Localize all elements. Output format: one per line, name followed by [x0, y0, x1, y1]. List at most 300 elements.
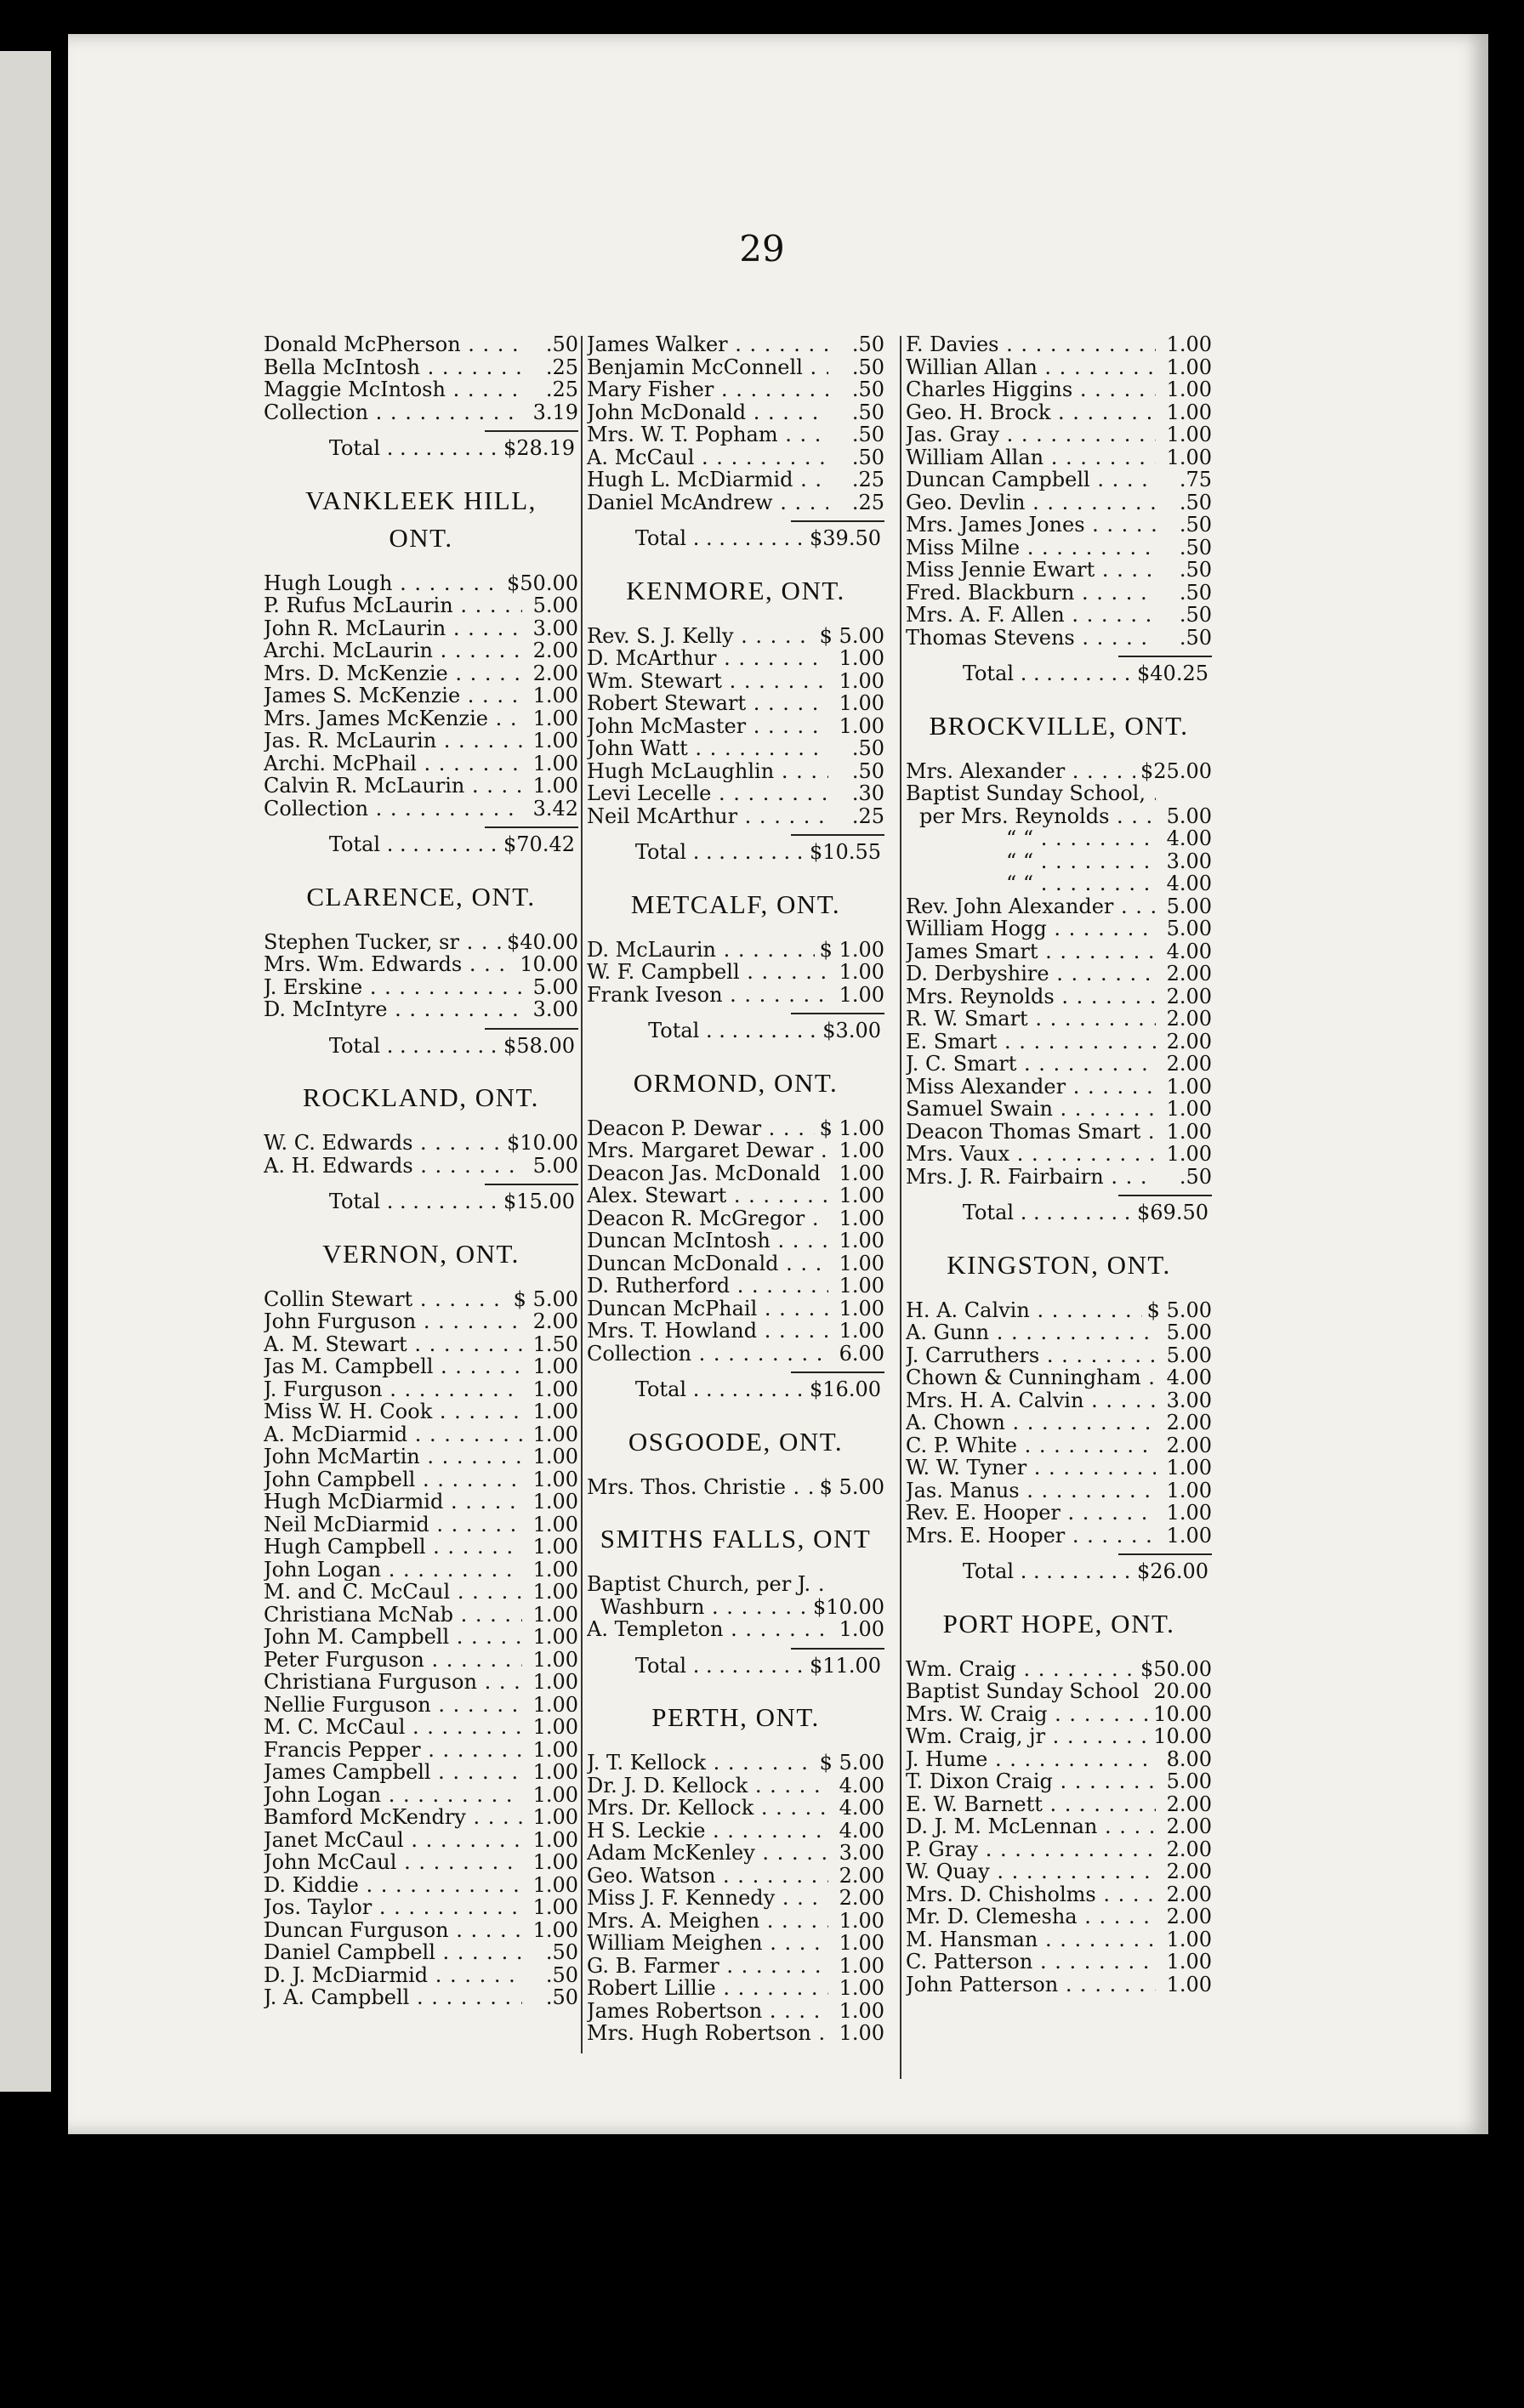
- donor-name: Deacon Thomas Smart . . .: [906, 1121, 1156, 1144]
- leader-dots: . . . . . . . . .: [686, 1377, 810, 1401]
- donor-name: Mrs. W. T. Popham . . .: [587, 423, 828, 446]
- donor-row: [906, 537, 1212, 559]
- donation-amount: 1.00: [532, 1512, 578, 1536]
- donation-amount: 1.00: [839, 960, 884, 984]
- donor-name: John Campbell . . .: [264, 1468, 522, 1491]
- donor-name: Duncan McIntosh . . .: [587, 1230, 828, 1252]
- donor-row: [906, 1031, 1212, 1054]
- leader-dots: . . . . . . . . .: [380, 832, 504, 856]
- donation-amount: 1.00: [532, 706, 578, 730]
- column-divider: [581, 336, 583, 2053]
- donor-name: T. Dixon Craig . . .: [906, 1770, 1156, 1793]
- donor-name: James Robertson . . .: [587, 2000, 828, 2023]
- section-heading: PORT HOPE, ONT.: [942, 1608, 1175, 1638]
- donation-amount: .50: [851, 400, 884, 424]
- donor-row: [264, 617, 578, 640]
- donation-amount: 1.00: [532, 1917, 578, 1942]
- total-label: Total: [634, 1653, 687, 1678]
- donor-row: [587, 2000, 884, 2023]
- donor-name: G. B. Farmer . . .: [587, 1955, 828, 1978]
- total-label: Total: [962, 1201, 1015, 1224]
- donation-amount: 3.00: [1166, 1388, 1212, 1412]
- donor-row: [587, 1573, 884, 1596]
- donation-amount: 1.00: [532, 1760, 578, 1784]
- donor-name: John M. Campbell . . .: [264, 1626, 522, 1649]
- total-amount: $28.19: [503, 436, 575, 460]
- donation-amount: 5.00: [532, 974, 578, 999]
- donor-row: [906, 514, 1212, 537]
- donor-row: [906, 1525, 1212, 1548]
- donor-row: [587, 1162, 884, 1185]
- donation-amount: 10.00: [1153, 1724, 1212, 1748]
- donor-row: [587, 782, 884, 805]
- donor-name: M. Hansman . . .: [906, 1928, 1156, 1951]
- donor-row: [264, 1132, 578, 1155]
- donor-name: Geo. Watson . . .: [587, 1865, 828, 1888]
- total-label: Total: [328, 832, 381, 856]
- donor-name: Daniel McAndrew . . .: [587, 491, 828, 514]
- donor-row: [906, 1389, 1212, 1412]
- total-rule: [791, 1372, 884, 1373]
- donor-row: [264, 1919, 578, 1942]
- donor-row: [587, 1820, 884, 1843]
- donor-row: [264, 1333, 578, 1356]
- donation-amount: .50: [545, 1940, 578, 1964]
- donor-name: John McMartin . . .: [264, 1445, 522, 1468]
- leader-dots: . . . . . . . . .: [380, 1190, 504, 1213]
- donation-amount: 1.00: [1166, 1119, 1212, 1144]
- section-heading: ORMOND, ONT.: [633, 1067, 839, 1098]
- donor-name: Hugh Campbell . . .: [264, 1536, 522, 1559]
- donation-amount: 2.00: [1166, 962, 1212, 985]
- donor-name: Peter Furguson . . .: [264, 1649, 522, 1672]
- section-heading: ROCKLAND, ONT.: [303, 1082, 539, 1112]
- donor-row: [264, 775, 578, 798]
- donation-amount: 1.00: [839, 1976, 884, 2000]
- donation-amount: 1.00: [839, 1184, 884, 1207]
- donation-amount: 1.00: [839, 1998, 884, 2023]
- donation-amount: $40.00: [507, 929, 578, 954]
- donation-amount: $ 5.00: [819, 623, 884, 648]
- donor-name: P. Gray . . .: [906, 1838, 1156, 1861]
- donation-amount: 1.00: [532, 1647, 578, 1672]
- donor-row: [906, 1928, 1212, 1951]
- donor-row: [264, 378, 578, 401]
- donor-name: Deacon P. Dewar . . .: [587, 1117, 815, 1140]
- donation-section: [587, 1702, 884, 2045]
- donation-amount: 4.00: [1166, 826, 1212, 850]
- donor-name: John Watt . . .: [587, 737, 828, 760]
- donor-row: [906, 1793, 1212, 1816]
- donor-name: Nellie Furguson . . .: [264, 1694, 522, 1717]
- donor-name: John R. McLaurin . . .: [264, 617, 522, 640]
- total-amount: $58.00: [503, 1033, 575, 1058]
- donation-amount: 1.00: [839, 1953, 884, 1978]
- donor-name: J. Furguson . . .: [264, 1378, 522, 1401]
- donor-name: John Logan . . .: [264, 1784, 522, 1807]
- donation-amount: 1.00: [532, 1535, 578, 1559]
- donation-amount: 1.00: [1166, 355, 1212, 379]
- donation-section: [587, 576, 884, 864]
- donor-row: [264, 1941, 578, 1964]
- donor-row: [587, 1910, 884, 1933]
- donor-row: [587, 1252, 884, 1275]
- column-3: [906, 333, 1212, 1996]
- donor-name: A. Chown . . .: [906, 1411, 1156, 1434]
- donor-name: Duncan McPhail . . .: [587, 1298, 828, 1320]
- donation-section: [264, 882, 578, 1058]
- donor-name: W. C. Edwards . . .: [264, 1132, 502, 1155]
- donation-amount: 1.00: [532, 1467, 578, 1491]
- donor-name: Rev. E. Hooper . . .: [906, 1502, 1156, 1525]
- donor-name: H S. Leckie . . .: [587, 1820, 828, 1843]
- donor-row: [587, 670, 884, 693]
- donor-row: [264, 401, 578, 424]
- donor-name: Miss J. F. Kennedy . . .: [587, 1887, 828, 1910]
- page-number: 29: [739, 228, 785, 270]
- total-rule: [1118, 1195, 1212, 1196]
- donation-amount: $ 1.00: [819, 1116, 884, 1140]
- donor-name: Geo. Devlin . . .: [906, 491, 1156, 514]
- donor-name: Collection . . .: [264, 798, 522, 821]
- donor-row: [264, 1671, 578, 1694]
- donation-amount: 2.00: [1166, 1860, 1212, 1883]
- total-amount: $26.00: [1137, 1559, 1208, 1583]
- donation-section: [906, 333, 1212, 685]
- donation-amount: [1156, 782, 1212, 805]
- donation-amount: .50: [1179, 558, 1212, 582]
- donor-row: [264, 1604, 578, 1627]
- donor-row: [906, 559, 1212, 582]
- donor-name: Collection . . .: [587, 1343, 828, 1366]
- donor-row: [264, 1378, 578, 1401]
- donation-amount: 1.00: [1166, 1074, 1212, 1099]
- total-amount: $10.55: [810, 840, 881, 864]
- donation-amount: .25: [851, 804, 884, 828]
- donor-row: [906, 963, 1212, 985]
- donation-amount: 1.00: [532, 1827, 578, 1852]
- donor-row: [264, 1986, 578, 2009]
- donation-amount: 3.00: [1166, 849, 1212, 873]
- donation-amount: $10.00: [507, 1131, 578, 1155]
- donor-name: W. Quay . . .: [906, 1860, 1156, 1883]
- section-heading: CLARENCE, ONT.: [306, 881, 536, 912]
- donor-name: Mrs. H. A. Calvin . . .: [906, 1389, 1156, 1412]
- donor-row: [906, 827, 1212, 850]
- donation-amount: 1.00: [839, 1251, 884, 1275]
- donor-name: Robert Lillie . . .: [587, 1977, 828, 2000]
- donation-amount: 1.00: [839, 713, 884, 738]
- donor-name: Miss Milne . . .: [906, 537, 1156, 559]
- donation-amount: 1.00: [532, 684, 578, 707]
- donation-section: [587, 1524, 884, 1677]
- section-heading: KINGSTON, ONT.: [947, 1249, 1171, 1280]
- donation-amount: 1.00: [1166, 423, 1212, 446]
- donation-amount: 2.00: [1166, 1433, 1212, 1457]
- donor-name: William Allan . . .: [906, 446, 1156, 469]
- donation-amount: 2.00: [1166, 1029, 1212, 1054]
- donor-row: [587, 446, 884, 469]
- donation-amount: 1.00: [1166, 1501, 1212, 1525]
- donation-amount: 1.00: [1166, 1456, 1212, 1479]
- donor-name: D. Kiddie . . .: [264, 1874, 522, 1897]
- section-total: [264, 437, 578, 460]
- donation-amount: 1.00: [532, 1670, 578, 1694]
- donation-amount: 4.00: [839, 1796, 884, 1820]
- donor-name: Mrs. James Jones . . .: [906, 514, 1156, 537]
- donor-row: [587, 1139, 884, 1162]
- donation-amount: .50: [1179, 625, 1212, 650]
- donor-name: Jas M. Campbell . . .: [264, 1355, 522, 1378]
- donor-name: A. Templeton . . .: [587, 1618, 828, 1641]
- donor-name: J. Erskine . . .: [264, 976, 522, 999]
- donor-row: [906, 446, 1212, 469]
- donor-row: [587, 1797, 884, 1820]
- donor-name: Mrs. A. F. Allen . . .: [906, 604, 1156, 627]
- donation-section: [587, 889, 884, 1042]
- donation-amount: 1.00: [839, 1319, 884, 1343]
- donor-row: [906, 1479, 1212, 1502]
- total-rule: [791, 520, 884, 522]
- donor-name: Miss Jennie Ewart . . .: [906, 559, 1156, 582]
- section-total: [587, 841, 884, 864]
- donation-section: [587, 1068, 884, 1401]
- donation-amount: 1.00: [532, 774, 578, 798]
- donation-amount: .50: [851, 355, 884, 379]
- donor-row: [264, 1694, 578, 1717]
- donation-amount: .50: [1179, 1164, 1212, 1189]
- donation-amount: 5.00: [1166, 1769, 1212, 1793]
- donor-row: [587, 984, 884, 1007]
- donor-name: Jos. Taylor . . .: [264, 1896, 522, 1919]
- donor-name: “ “ . . .: [906, 827, 1156, 850]
- donor-row: [906, 1815, 1212, 1838]
- donor-row: [587, 1275, 884, 1298]
- donor-row: [587, 961, 884, 984]
- total-amount: $16.00: [810, 1377, 881, 1401]
- donor-row: [906, 1951, 1212, 1974]
- leader-dots: . . . . . . . . .: [380, 436, 504, 460]
- donor-row: [264, 798, 578, 821]
- donor-row: [587, 378, 884, 401]
- donation-amount: 3.19: [532, 400, 578, 424]
- donation-amount: 3.42: [532, 796, 578, 821]
- donor-row: [587, 1932, 884, 1955]
- donor-row: [264, 1626, 578, 1649]
- donor-row: [587, 1230, 884, 1252]
- donor-row: [906, 1321, 1212, 1344]
- donor-name: Mrs. James McKenzie . . .: [264, 707, 522, 730]
- donor-row: [264, 1784, 578, 1807]
- leader-dots: . . . . . . . . .: [699, 1019, 823, 1042]
- donor-name: John Patterson . . .: [906, 1974, 1156, 1996]
- donation-amount: $ 5.00: [819, 1751, 884, 1775]
- donor-row: [587, 647, 884, 670]
- donor-row: [264, 953, 578, 976]
- donor-name: Wm. Craig . . .: [906, 1658, 1135, 1681]
- donation-section: [587, 1427, 884, 1499]
- donor-row: [587, 1343, 884, 1366]
- donor-row: [587, 1184, 884, 1207]
- donation-amount: .50: [1179, 490, 1212, 514]
- facing-page-edge: [0, 51, 51, 2092]
- section-total: [264, 1035, 578, 1058]
- donor-name: James Walker . . .: [587, 333, 828, 356]
- total-rule: [1118, 1553, 1212, 1555]
- section-heading: PERTH, ONT.: [651, 1702, 820, 1732]
- donation-amount: 2.00: [532, 639, 578, 662]
- donor-row: [587, 1955, 884, 1978]
- donor-name: D. J. M. McLennan . . .: [906, 1815, 1156, 1838]
- donation-amount: 1.00: [839, 668, 884, 693]
- donor-row: [264, 356, 578, 379]
- donation-amount: 1.00: [839, 1206, 884, 1230]
- donor-row: [264, 572, 578, 595]
- donor-name: Duncan McDonald . . .: [587, 1252, 828, 1275]
- donation-amount: 2.00: [1166, 984, 1212, 1008]
- donor-row: [587, 1887, 884, 1910]
- donation-amount: 5.00: [532, 1153, 578, 1178]
- donor-name: A. McDiarmid . . .: [264, 1423, 522, 1446]
- donation-amount: 1.00: [532, 1400, 578, 1423]
- donation-amount: $50.00: [1140, 1656, 1212, 1681]
- section-heading: VERNON, ONT.: [322, 1238, 520, 1269]
- donor-row: [587, 1476, 884, 1499]
- donation-amount: 10.00: [1153, 1701, 1212, 1726]
- donor-row: [264, 1288, 578, 1311]
- donation-amount: 1.00: [532, 1377, 578, 1401]
- donor-name: Mr. D. Clemesha . . .: [906, 1905, 1156, 1928]
- donor-row: [264, 639, 578, 662]
- donor-name: D. Rutherford . . .: [587, 1275, 828, 1298]
- donor-row: [906, 469, 1212, 491]
- donor-row: [906, 1143, 1212, 1166]
- donor-name: Geo. H. Brock . . .: [906, 401, 1156, 424]
- donor-name: William Meighen . . .: [587, 1932, 828, 1955]
- donation-amount: 1.00: [532, 1782, 578, 1807]
- donation-amount: 1.00: [839, 1617, 884, 1641]
- donation-amount: 2.00: [1166, 1052, 1212, 1076]
- donor-name: Mrs. W. Craig . . .: [906, 1703, 1148, 1726]
- donation-amount: 1.00: [839, 1274, 884, 1298]
- donor-row: [587, 1842, 884, 1865]
- donor-name: “ “ . . .: [906, 850, 1156, 873]
- donation-amount: 1.00: [532, 1445, 578, 1468]
- donor-row: [906, 1502, 1212, 1525]
- section-total: [587, 1019, 884, 1042]
- donation-amount: 1.00: [1166, 332, 1212, 356]
- donor-row: [264, 1716, 578, 1739]
- total-label: Total: [328, 1033, 381, 1058]
- donation-amount: .50: [545, 1985, 578, 2009]
- donor-name: J. Hume . . .: [906, 1748, 1156, 1771]
- donor-row: [906, 1860, 1212, 1883]
- donor-row: [906, 627, 1212, 650]
- donation-amount: .50: [545, 332, 578, 356]
- donor-name: Rev. John Alexander . . .: [906, 895, 1156, 918]
- donor-name: James S. McKenzie . . .: [264, 684, 522, 707]
- donor-name: Mrs. Hugh Robertson . . .: [587, 2022, 828, 2045]
- donor-row: [587, 737, 884, 760]
- donor-row: [906, 1905, 1212, 1928]
- donor-name: Mrs. D. Chisholms . . .: [906, 1883, 1156, 1906]
- donation-amount: 1.00: [532, 1602, 578, 1627]
- donor-row: [264, 1400, 578, 1423]
- donation-amount: $10.00: [813, 1594, 884, 1619]
- leader-dots: . . . . . . . . .: [1014, 1201, 1138, 1224]
- donor-row: [587, 805, 884, 828]
- donation-amount: 1.00: [1166, 1927, 1212, 1951]
- total-rule: [485, 1028, 578, 1030]
- donor-name: Charles Higgins . . .: [906, 378, 1156, 401]
- donor-row: [587, 760, 884, 783]
- donation-amount: 1.00: [532, 1580, 578, 1604]
- donor-row: [906, 1008, 1212, 1031]
- donation-amount: .50: [851, 423, 884, 446]
- donor-name: Archi. McLaurin . . .: [264, 639, 522, 662]
- total-rule: [791, 1648, 884, 1650]
- donor-name: Francis Pepper . . .: [264, 1739, 522, 1762]
- donor-row: [264, 1536, 578, 1559]
- donor-row: [264, 1514, 578, 1536]
- donation-amount: 1.00: [532, 1715, 578, 1739]
- donor-name: W. W. Tyner . . .: [906, 1457, 1156, 1479]
- section-heading: METCALF, ONT.: [630, 889, 841, 919]
- donor-name: John Logan . . .: [264, 1559, 522, 1582]
- donor-name: Levi Lecelle . . .: [587, 782, 828, 805]
- donor-row: [906, 782, 1212, 805]
- donor-name: Christiana McNab . . .: [264, 1604, 522, 1627]
- donation-amount: 8.00: [1166, 1746, 1212, 1771]
- donor-row: [587, 625, 884, 648]
- donor-name: Alex. Stewart . . .: [587, 1184, 828, 1207]
- donor-name: Thomas Stevens . . .: [906, 627, 1156, 650]
- donor-row: [587, 692, 884, 715]
- section-total: [264, 1190, 578, 1213]
- donation-section: [264, 1239, 578, 2009]
- donor-row: [906, 1344, 1212, 1367]
- section-heading: SMITHS FALLS, ONT: [600, 1524, 872, 1553]
- donor-name: D. McLaurin . . .: [587, 939, 815, 962]
- donation-amount: 5.00: [532, 593, 578, 617]
- donor-name: Mrs. Dr. Kellock . . .: [587, 1797, 828, 1820]
- donation-amount: 1.00: [839, 1161, 884, 1185]
- donor-row: [906, 333, 1212, 356]
- donor-row: [906, 1770, 1212, 1793]
- donor-row: [587, 715, 884, 738]
- donor-name: Hugh McLaughlin . . .: [587, 760, 828, 783]
- donor-row: [906, 1434, 1212, 1457]
- donor-row: [264, 1581, 578, 1604]
- donation-amount: $25.00: [1140, 758, 1212, 783]
- section-total: [906, 662, 1212, 685]
- leader-dots: . . . . . . . . .: [686, 1653, 810, 1678]
- donor-row: [906, 1703, 1212, 1726]
- donor-row: [906, 1658, 1212, 1681]
- donation-amount: 1.00: [532, 1805, 578, 1829]
- donor-name: Baptist Church, per J. . . .: [587, 1573, 828, 1596]
- donation-amount: .25: [851, 468, 884, 491]
- donor-row: [264, 1491, 578, 1514]
- donation-amount: .50: [851, 758, 884, 783]
- donor-row: [587, 469, 884, 491]
- total-rule: [485, 430, 578, 432]
- total-amount: $69.50: [1137, 1201, 1208, 1224]
- donor-name: Hugh McDiarmid . . .: [264, 1491, 522, 1514]
- donor-name: Donald McPherson . . .: [264, 333, 522, 356]
- donor-name: Wm. Craig, jr . . .: [906, 1725, 1148, 1748]
- donor-name: H. A. Calvin . . .: [906, 1299, 1142, 1322]
